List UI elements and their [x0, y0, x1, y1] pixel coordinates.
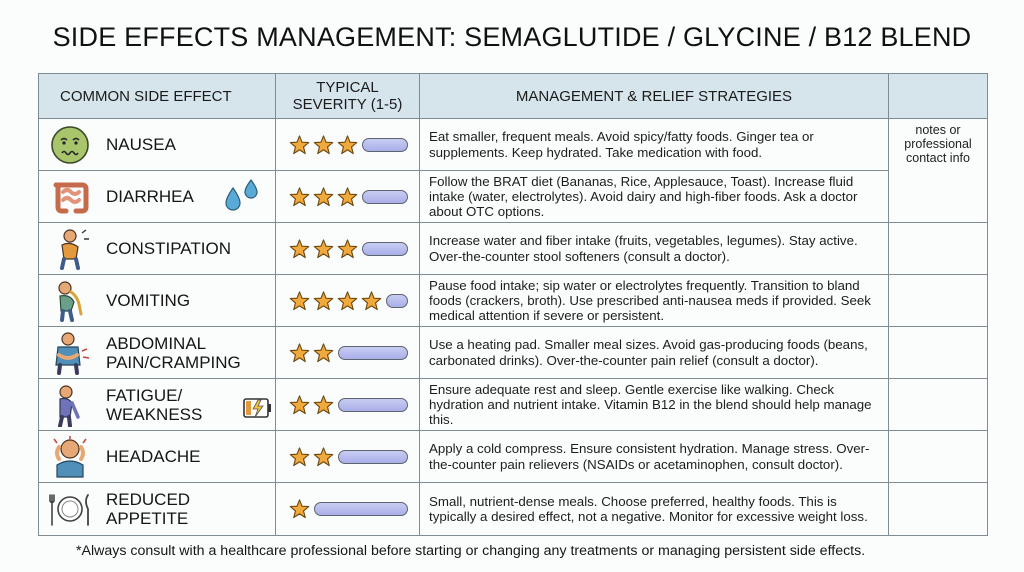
header-notes	[889, 74, 988, 119]
severity-rating	[276, 134, 419, 156]
effect-label-line1: HEADACHE	[106, 447, 201, 466]
star-icon	[312, 446, 335, 468]
star-icon	[336, 238, 359, 260]
star-icon	[288, 134, 311, 156]
table-header-row	[39, 74, 988, 119]
notes-cell	[889, 119, 988, 223]
star-rating	[288, 186, 360, 208]
notes-cell-empty	[889, 431, 988, 483]
severity-cell	[276, 431, 420, 483]
star-icon	[312, 290, 335, 312]
severity-rating	[276, 394, 419, 416]
star-icon	[288, 342, 311, 364]
effect-label-line1: DIARRHEA	[106, 187, 194, 206]
nauseous-face-icon	[48, 123, 92, 167]
effect-label-line1: ABDOMINAL	[106, 333, 207, 353]
severity-rating	[276, 446, 419, 468]
management-cell: Eat smaller, frequent meals. Avoid spicy/fatty foods. Ginger tea or supplements. Keep hydrated. Take medication with food.	[420, 119, 889, 171]
severity-rating	[276, 186, 419, 208]
low-battery-icon	[243, 397, 273, 419]
star-icon	[312, 238, 335, 260]
table-row	[39, 119, 988, 171]
effect-label-line2: PAIN/CRAMPING	[106, 352, 241, 372]
severity-cell	[276, 483, 420, 536]
management-cell: Use a heating pad. Smaller meal sizes. Avoid gas-producing foods (beans, carbonated drinks). Over-the-counter pain relief (consult a doctor).	[420, 327, 889, 379]
effect-label-line1: FATIGUE/	[106, 385, 183, 405]
severity-bar	[338, 346, 408, 360]
notes-line3: contact info	[906, 151, 970, 165]
effect-cell	[39, 171, 276, 223]
footnote: *Always consult with a healthcare professional before starting or changing any treatments or managing persistent side effects.	[76, 543, 866, 559]
severity-bar	[314, 502, 408, 516]
severity-bar	[362, 138, 408, 152]
severity-cell	[276, 171, 420, 223]
star-icon	[336, 134, 359, 156]
severity-rating	[276, 498, 419, 520]
effect-label-line2: APPETITE	[106, 509, 189, 528]
severity-rating	[276, 342, 419, 364]
severity-rating	[276, 290, 419, 312]
star-icon	[288, 238, 311, 260]
notes-line1: notes or	[915, 123, 961, 137]
effect-label-line1: REDUCED	[106, 490, 191, 509]
notes-cell-empty	[889, 483, 988, 536]
star-icon	[336, 290, 359, 312]
star-rating	[288, 134, 360, 156]
severity-cell	[276, 275, 420, 327]
header-management: MANAGEMENT & RELIEF STRATEGIES	[420, 74, 889, 119]
star-icon	[288, 498, 311, 520]
side-effects-table	[38, 73, 988, 536]
star-rating	[288, 238, 360, 260]
star-icon	[312, 186, 335, 208]
star-icon	[288, 446, 311, 468]
star-icon	[360, 290, 383, 312]
star-icon	[312, 394, 335, 416]
star-rating	[288, 290, 384, 312]
severity-bar	[338, 398, 408, 412]
severity-bar	[386, 294, 408, 308]
table-row	[39, 327, 988, 379]
tired-person-icon	[48, 383, 92, 427]
star-icon	[336, 186, 359, 208]
effect-cell	[39, 379, 276, 431]
effect-cell	[39, 275, 276, 327]
headache-icon	[48, 435, 92, 479]
effect-label-line2: WEAKNESS	[106, 404, 203, 424]
plate-cutlery-icon	[48, 487, 92, 531]
effect-cell	[39, 119, 276, 171]
notes-cell-empty	[889, 223, 988, 275]
straining-person-icon	[48, 227, 92, 271]
page-title: SIDE EFFECTS MANAGEMENT: SEMAGLUTIDE / GLYCINE / B12 BLEND	[52, 22, 972, 52]
effect-cell	[39, 327, 276, 379]
effect-cell	[39, 223, 276, 275]
severity-rating	[276, 238, 419, 260]
severity-cell	[276, 379, 420, 431]
management-cell: Pause food intake; sip water or electrolytes frequently. Transition to bland foods (crackers, broth). Use prescribed anti-nausea meds if provided. Seek medical attention if severe or persistent.	[420, 275, 889, 327]
severity-bar	[338, 450, 408, 464]
severity-bar	[362, 190, 408, 204]
star-icon	[288, 186, 311, 208]
intestines-icon	[48, 175, 92, 219]
notes-cell-empty	[889, 327, 988, 379]
management-cell: Small, nutrient-dense meals. Choose preferred, healthy foods. This is typically a desired effect, not a negative. Monitor for excessive weight loss.	[420, 483, 889, 536]
star-icon	[312, 342, 335, 364]
management-cell: Apply a cold compress. Ensure consistent hydration. Manage stress. Over-the-counter pain relievers (NSAIDs or acetaminophen, consult doctor).	[420, 431, 889, 483]
effect-label-line1: VOMITING	[106, 291, 191, 310]
star-icon	[288, 290, 311, 312]
management-cell: Ensure adequate rest and sleep. Gentle exercise like walking. Check hydration and nutrient intake. Vitamin B12 in the blend should help manage this.	[420, 379, 889, 431]
effect-cell	[39, 483, 276, 536]
table-row	[39, 223, 988, 275]
table-row	[39, 483, 988, 536]
effect-cell	[39, 431, 276, 483]
header-effect: COMMON SIDE EFFECT	[39, 74, 276, 119]
star-icon	[312, 134, 335, 156]
management-cell: Follow the BRAT diet (Bananas, Rice, Applesauce, Toast). Increase fluid intake (water, electrolytes). Avoid dairy and high-fiber foods. Ask a doctor about OTC options.	[420, 171, 889, 223]
severity-bar	[362, 242, 408, 256]
header-severity-line1: TYPICAL	[316, 79, 379, 96]
notes-cell-empty	[889, 275, 988, 327]
water-drops-icon	[221, 178, 261, 222]
abdominal-pain-icon	[48, 331, 92, 375]
severity-cell	[276, 327, 420, 379]
effect-label-line1: CONSTIPATION	[106, 239, 231, 258]
star-rating	[288, 498, 312, 520]
notes-line2: professional	[904, 137, 972, 151]
star-icon	[288, 394, 311, 416]
table-row	[39, 431, 988, 483]
header-severity-line2: SEVERITY (1-5)	[292, 96, 403, 113]
severity-cell	[276, 223, 420, 275]
star-rating	[288, 394, 336, 416]
table-row	[39, 171, 988, 223]
star-rating	[288, 446, 336, 468]
management-cell: Increase water and fiber intake (fruits, vegetables, legumes). Stay active. Over-the-counter stool softeners (consult a doctor).	[420, 223, 889, 275]
notes-cell-empty	[889, 379, 988, 431]
vomiting-person-icon	[48, 279, 92, 323]
severity-cell	[276, 119, 420, 171]
header-severity	[276, 74, 420, 119]
star-rating	[288, 342, 336, 364]
table-row	[39, 275, 988, 327]
table-row	[39, 379, 988, 431]
effect-label-line1: NAUSEA	[106, 135, 176, 154]
